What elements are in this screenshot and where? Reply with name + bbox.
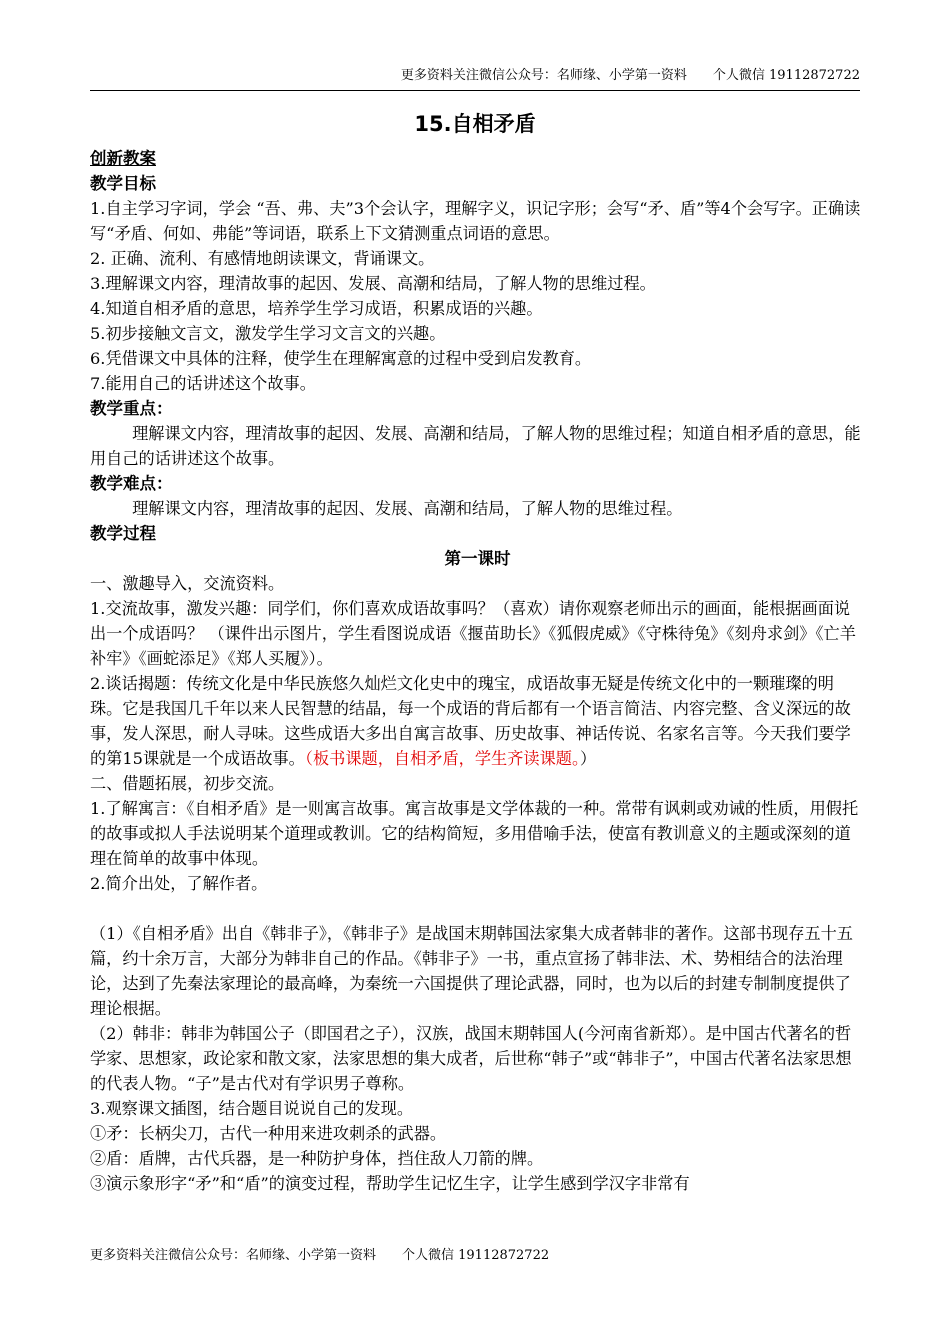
difficulties-text: 理解课文内容，理清故事的起因、发展、高潮和结局，了解人物的思维过程。	[132, 499, 683, 518]
step-text: 2.谈话揭题：传统文化是中华民族悠久灿烂文化史中的瑰宝，成语故事无疑是传统文化中的一颗璀璨的明珠。它是我国几千年以来人民智慧的结晶，每一个成语的背后都有一个语言简洁、内容完整、含义深远的故事，发人深思，耐人寻味。这些成语大多出自寓言故事、历史故事、神话传说、名家名言等。今天我们要学的第15课就是一个成语故事。	[90, 674, 851, 768]
step-paragraph: 2.简介出处，了解作者。	[90, 874, 268, 893]
blackboard-note: （板书课题，自相矛盾，学生齐读课题。	[304, 749, 581, 768]
page-header	[90, 66, 860, 91]
spacer	[90, 896, 865, 921]
step-paragraph: 1.了解寓言：《自相矛盾》是一则寓言故事。寓言故事是文学体裁的一种。常带有讽刺或劝诫的性质，用假托的故事或拟人手法说明某个道理或教训。它的结构简短，多用借喻手法，使富有教训意义的主题或深刻的道理在简单的故事中体现。	[90, 799, 859, 868]
list-item: ②盾：盾牌，古代兵器，是一种防护身体，挡住敌人刀箭的牌。	[90, 1149, 544, 1168]
objective-item: 2. 正确、流利、有感情地朗读课文，背诵课文。	[90, 249, 435, 268]
objective-item: 3.理解课文内容，理清故事的起因、发展、高潮和结局，了解人物的思维过程。	[90, 274, 656, 293]
step-heading: 二、借题拓展，初步交流。	[90, 774, 285, 793]
objectives-heading: 教学目标	[90, 174, 156, 193]
document-body	[90, 146, 865, 1196]
objective-item: 6.凭借课文中具体的注释，使学生在理解寓意的过程中受到启发教育。	[90, 349, 592, 368]
objective-item: 7.能用自己的话讲述这个故事。	[90, 374, 316, 393]
objective-item: 1.自主学习字词，学会 “吾、弗、夫”3个会认字，理解字义，识记字形；会写“矛、盾”等4个会写字。正确读写“矛盾、何如、弗能”等词语，联系上下文猜测重点词语的意思。	[90, 199, 861, 243]
page-title: 15.自相矛盾	[414, 112, 536, 136]
step-paragraph	[90, 671, 865, 771]
step-text-end: ）	[580, 749, 597, 768]
objective-item: 4.知道自相矛盾的意思，培养学生学习成语，积累成语的兴趣。	[90, 299, 543, 318]
section-heading: 创新教案	[90, 149, 156, 168]
lesson-heading: 第一课时	[444, 549, 511, 568]
step-paragraph: 3.观察课文插图，结合题目说说自己的发现。	[90, 1099, 414, 1118]
source-paragraph: （2）韩非：韩非为韩国公子（即国君之子），汉族，战国末期韩国人(今河南省新郑）。是中国古代著名的哲学家、思想家，政论家和散文家，法家思想的集大成者，后世称“韩子”或“韩非子”，中国古代著名法家思想的代表人物。“子”是古代对有学识男子尊称。	[90, 1024, 852, 1093]
step-heading: 一、激趣导入，交流资料。	[90, 574, 285, 593]
list-item: ③演示象形字“矛”和“盾”的演变过程，帮助学生记忆生字，让学生感到学汉字非常有	[90, 1174, 690, 1193]
page-footer: 更多资料关注微信公众号：名师缘、小学第一资料 个人微信 19112872722	[90, 1248, 550, 1263]
difficulties-heading: 教学难点：	[90, 474, 173, 493]
key-points-heading: 教学重点：	[90, 399, 173, 418]
header-text: 更多资料关注微信公众号：名师缘、小学第一资料 个人微信 19112872722	[400, 68, 860, 83]
step-paragraph: 1.交流故事，激发兴趣：同学们，你们喜欢成语故事吗？（喜欢）请你观察老师出示的画面，能根据画面说出一个成语吗？ （课件出示图片，学生看图说成语《揠苗助长》《狐假虎威》《守株待兔》《刻舟求剑》《亡羊补牢》《画蛇添足》《郑人买履》）。	[90, 599, 856, 668]
key-points-text: 理解课文内容，理清故事的起因、发展、高潮和结局，了解人物的思维过程；知道自相矛盾的意思，能用自己的话讲述这个故事。	[90, 424, 861, 468]
process-heading: 教学过程	[90, 524, 156, 543]
list-item: ①矛：长柄尖刀，古代一种用来进攻刺杀的武器。	[90, 1124, 447, 1143]
objective-item: 5.初步接触文言文，激发学生学习文言文的兴趣。	[90, 324, 446, 343]
source-paragraph: （1）《自相矛盾》出自《韩非子》，《韩非子》是战国末期韩国法家集大成者韩非的著作。这部书现存五十五篇，约十余万言，大部分为韩非自己的作品。《韩非子》一书，重点宣扬了韩非法、术、势相结合的法治理论，达到了先秦法家理论的最高峰，为秦统一六国提供了理论武器，同时，也为以后的封建专制制度提供了理论根据。	[90, 924, 853, 1018]
